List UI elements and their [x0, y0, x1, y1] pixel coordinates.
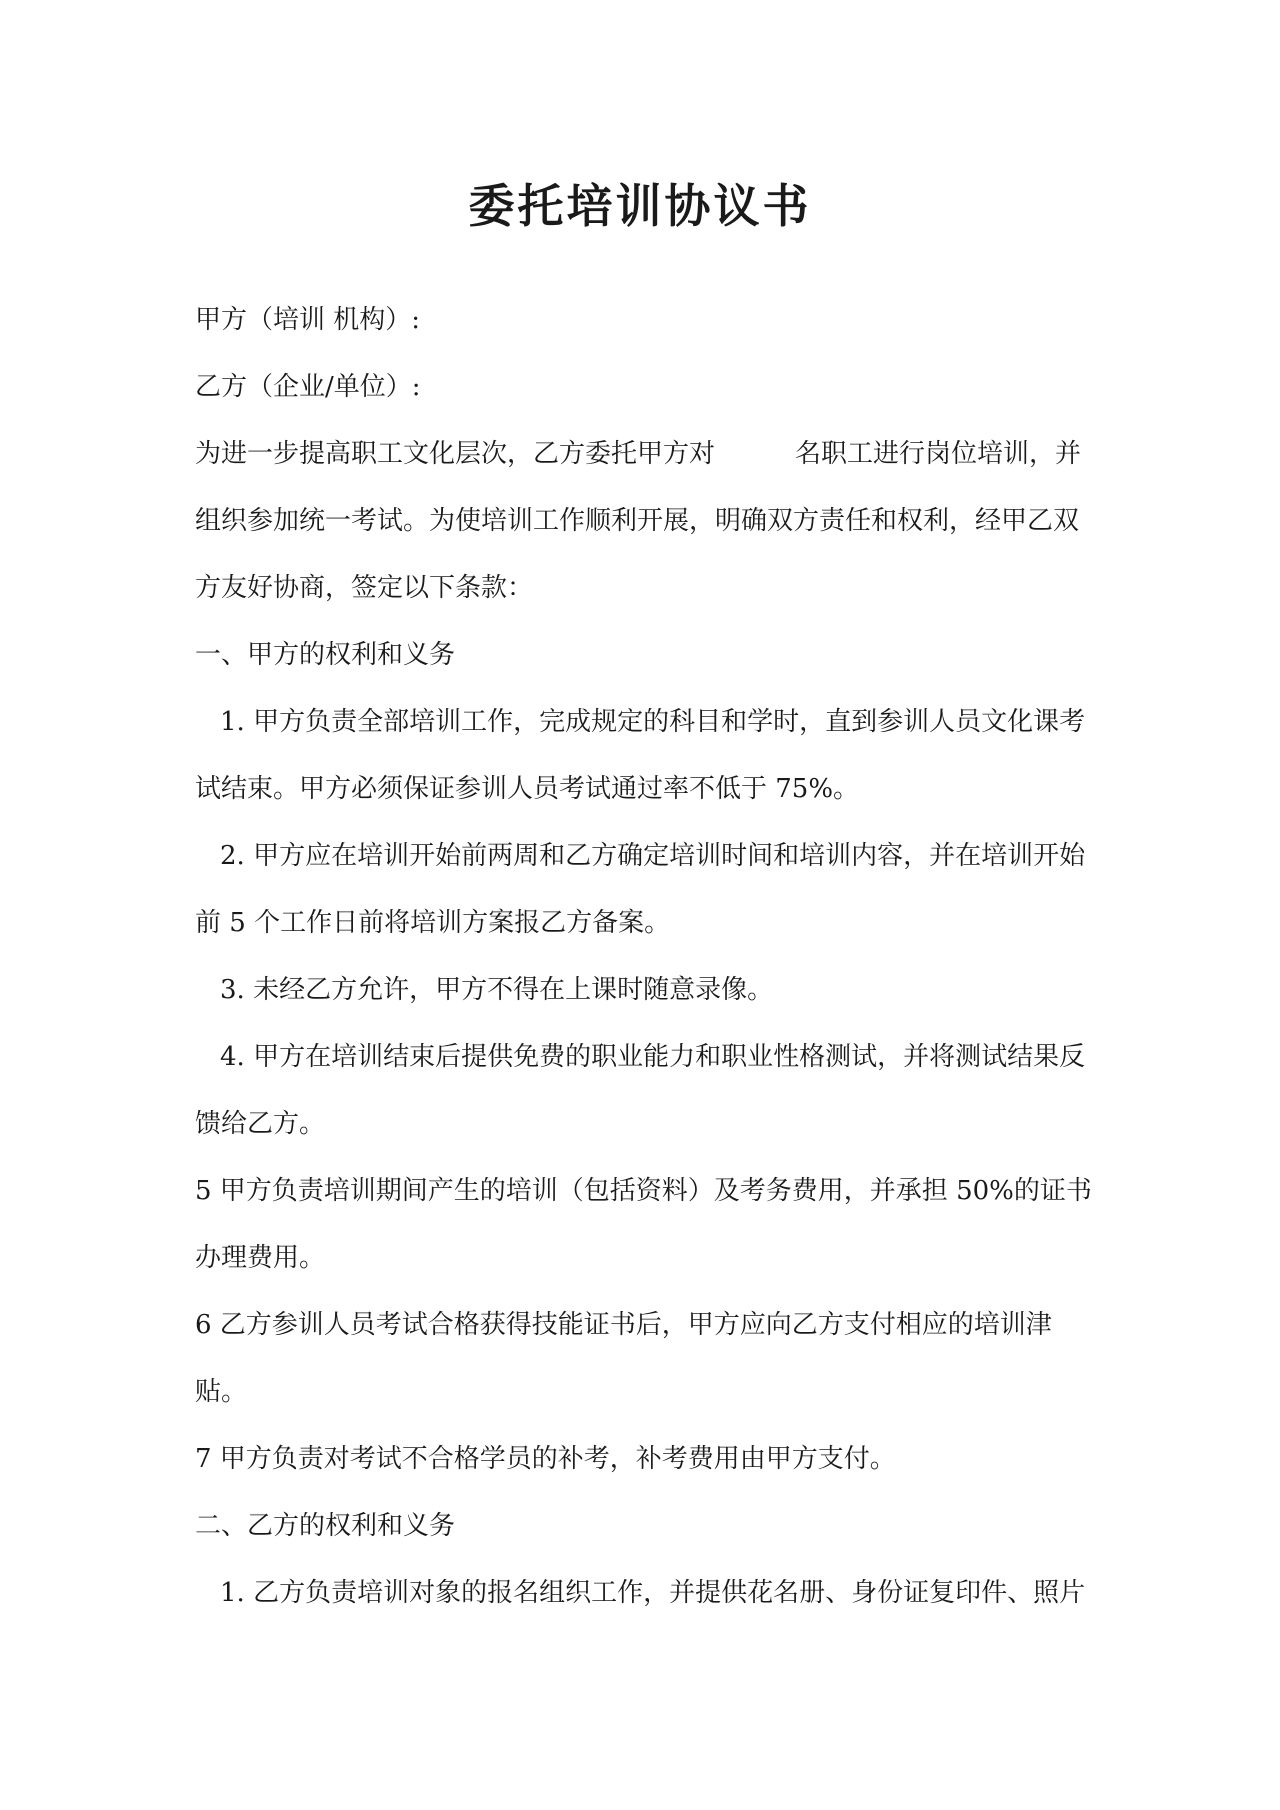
- section-1-item-1-line-2: 试结束。甲方必须保证参训人员考试通过率不低于 75%。: [195, 774, 860, 804]
- intro-line-3: 方友好协商，签定以下条款：: [195, 573, 534, 603]
- section-1-item-6-line-2: 贴。: [195, 1377, 248, 1407]
- party-a-label: 甲方（培训 机构）:: [195, 305, 421, 335]
- section-1-item-7-line-1: 7 甲方负责对考试不合格学员的补考，补考费用由甲方支付。: [195, 1444, 896, 1474]
- section-1-item-4-line-1: 4. 甲方在培训结束后提供免费的职业能力和职业性格测试，并将测试结果反: [220, 1042, 1086, 1072]
- section-1-heading: 一、甲方的权利和义务: [195, 640, 456, 670]
- section-1-item-2-line-1: 2. 甲方应在培训开始前两周和乙方确定培训时间和培训内容，并在培训开始: [220, 841, 1086, 871]
- section-1-item-5-line-2: 办理费用。: [195, 1243, 326, 1273]
- intro-text-before-blank: 为进一步提高职工文化层次，乙方委托甲方对: [195, 439, 716, 469]
- page-title: 委托培训协议书: [468, 179, 812, 233]
- section-1-item-3-line-1: 3. 未经乙方允许，甲方不得在上课时随意录像。: [220, 975, 774, 1005]
- section-2-heading: 二、乙方的权利和义务: [195, 1511, 456, 1541]
- intro-line-2: 组织参加统一考试。为使培训工作顺利开展，明确双方责任和权利，经甲乙双: [195, 506, 1080, 536]
- intro-text-after-blank: 名职工进行岗位培训，并: [795, 439, 1082, 469]
- section-1-item-1-line-1: 1. 甲方负责全部培训工作，完成规定的科目和学时，直到参训人员文化课考: [220, 707, 1086, 737]
- intro-line-1: [195, 434, 1081, 474]
- section-1-item-4-line-2: 馈给乙方。: [195, 1109, 326, 1139]
- section-1-item-6-line-1: 6 乙方参训人员考试合格获得技能证书后，甲方应向乙方支付相应的培训津: [195, 1310, 1052, 1340]
- party-b-label: 乙方（企业/单位）:: [195, 372, 421, 402]
- section-2-item-1-line-1: 1. 乙方负责培训对象的报名组织工作，并提供花名册、身份证复印件、照片: [220, 1578, 1086, 1608]
- section-1-item-2-line-2: 前 5 个工作日前将培训方案报乙方备案。: [195, 908, 671, 938]
- section-1-item-5-line-1: 5 甲方负责培训期间产生的培训（包括资料）及考务费用，并承担 50%的证书: [195, 1176, 1092, 1206]
